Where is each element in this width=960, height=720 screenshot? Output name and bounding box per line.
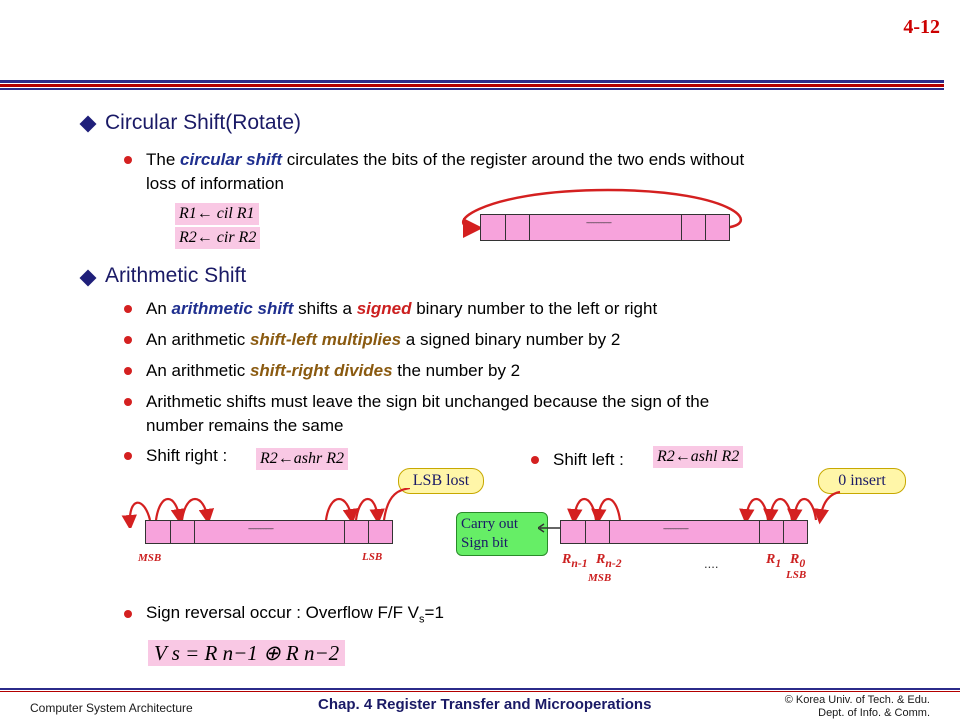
msb-label-left: MSB	[588, 572, 612, 584]
footer-copyright: © Korea Univ. of Tech. & Edu. Dept. of Info. & Comm.	[784, 694, 930, 719]
round-bullet-icon	[124, 305, 132, 313]
round-bullet-icon	[124, 452, 132, 460]
round-bullet-icon	[124, 398, 132, 406]
msb-label: MSB	[138, 552, 162, 564]
formula-cir: R2← cir R2	[175, 227, 260, 249]
round-bullet-icon	[124, 610, 132, 618]
r0-label: $R_0$	[790, 552, 806, 570]
arith-bullet-1: An arithmetic shift shifts a signed binary number to the left or right	[146, 299, 658, 318]
shift-left-label: Shift left :	[553, 450, 624, 469]
zero-insert-callout: 0 insert	[818, 468, 906, 494]
rn1-label: $R_{n-1}$	[562, 552, 588, 570]
ellipsis: ....	[704, 556, 719, 571]
header-rule-red	[0, 84, 944, 87]
section-title-arithmetic: Arithmetic Shift	[105, 264, 247, 287]
footer-rule-blue	[0, 688, 960, 690]
footer-rule-red	[0, 691, 960, 692]
rotate-register	[480, 214, 730, 241]
round-bullet-icon	[124, 156, 132, 164]
arith-bullet-3: An arithmetic shift-right divides the number by 2	[146, 361, 521, 380]
formula-ashr: R2←ashr R2	[256, 448, 348, 470]
shift-right-label: Shift right :	[146, 446, 228, 465]
diamond-bullet-icon	[80, 270, 97, 287]
register-dots: ---------------	[586, 218, 611, 227]
lsb-lost-callout: LSB lost	[398, 468, 484, 494]
header-rule-blue	[0, 80, 944, 83]
arith-bullet-4-line1: Arithmetic shifts must leave the sign bit unchanged because the sign of the	[146, 392, 710, 411]
footer-chapter: Chap. 4 Register Transfer and Microoperations	[318, 696, 652, 713]
round-bullet-icon	[124, 367, 132, 375]
diamond-bullet-icon	[80, 116, 97, 133]
lsb-label-left: LSB	[786, 569, 807, 581]
shift-left-register: ---------------	[560, 520, 808, 544]
carry-arrow-icon	[538, 522, 562, 534]
formula-ashl: R2←ashl R2	[653, 446, 743, 468]
shift-right-register: ---------------	[145, 520, 393, 544]
formula-cil: R1← cil R1	[175, 203, 259, 225]
arith-bullet-4-line2: number remains the same	[146, 416, 344, 435]
sign-reversal-text: Sign reversal occur : Overflow F/F $V_s=1$	[146, 603, 444, 626]
round-bullet-icon	[531, 456, 539, 464]
circular-bullet-line1: The circular shift circulates the bits of the register around the two ends without	[146, 150, 745, 169]
page-number: 4-12	[903, 16, 940, 38]
section-title-circular: Circular Shift(Rotate)	[105, 111, 302, 134]
rn2-label: $R_{n-2}$	[596, 552, 622, 570]
vs-formula: V s = R n−1 ⊕ R n−2	[148, 640, 345, 666]
r1-label: $R_1$	[766, 552, 782, 570]
round-bullet-icon	[124, 336, 132, 344]
circular-bullet-line2: loss of information	[146, 174, 284, 193]
lsb-label: LSB	[362, 551, 383, 563]
header-rule-blue-2	[0, 88, 944, 90]
footer-course: Computer System Architecture	[30, 701, 193, 715]
arith-bullet-2: An arithmetic shift-left multiplies a signed binary number by 2	[146, 330, 621, 349]
carry-out-box: Carry out Sign bit	[456, 512, 548, 556]
